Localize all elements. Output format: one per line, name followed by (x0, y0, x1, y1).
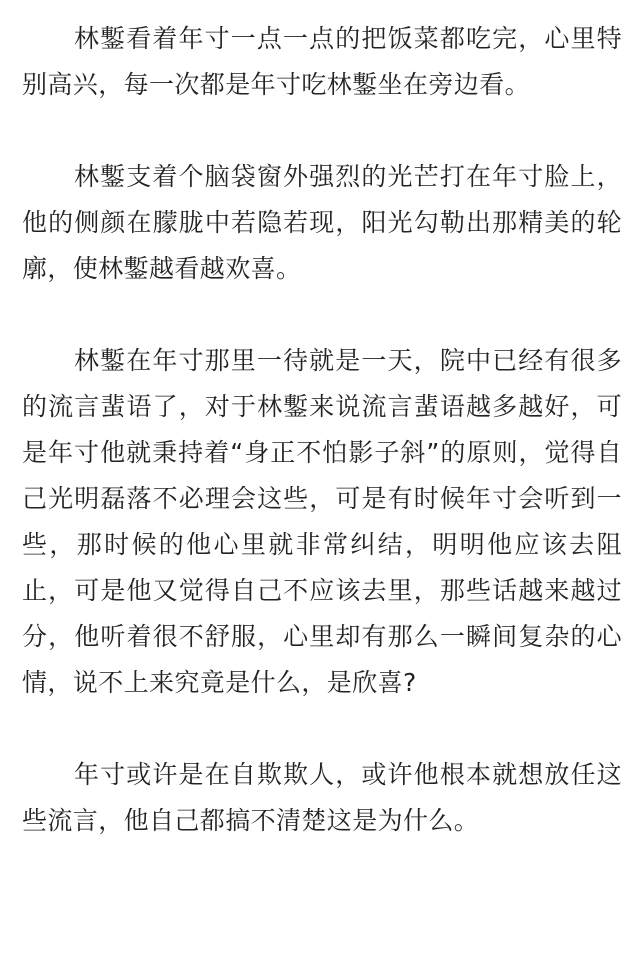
paragraph-1: 林鏨看着年寸一点一点的把饭菜都吃完，心里特别高兴，每一次都是年寸吃林鏨坐在旁边看。 (22, 24, 622, 99)
paragraph-4: 年寸或许是在自欺欺人，或许他根本就想放任这些流言，他自己都搞不清楚这是为什么。 (22, 760, 622, 835)
paragraph-3: 林鏨在年寸那里一待就是一天，院中已经有很多的流言蜚语了，对于林鏨来说流言蜚语越多越好，可是年寸他就秉持着“身正不怕影子斜”的原则，觉得自己光明磊落不必理会这些，可是有时候年寸会听到一些，那时候的他心里就非常纠结，明明他应该去阻止，可是他又觉得自己不应该去里，那些话越来越过分，他听着很不舒服，心里却有那么一瞬间复杂的心情，说不上来究竟是什么，是欣喜? (22, 346, 622, 697)
article-body (22, 16, 622, 844)
paragraph-2: 林鏨支着个脑袋窗外强烈的光芒打在年寸脸上，他的侧颜在朦胧中若隐若现，阳光勾勒出那精美的轮廓，使林鏨越看越欢喜。 (22, 162, 622, 283)
